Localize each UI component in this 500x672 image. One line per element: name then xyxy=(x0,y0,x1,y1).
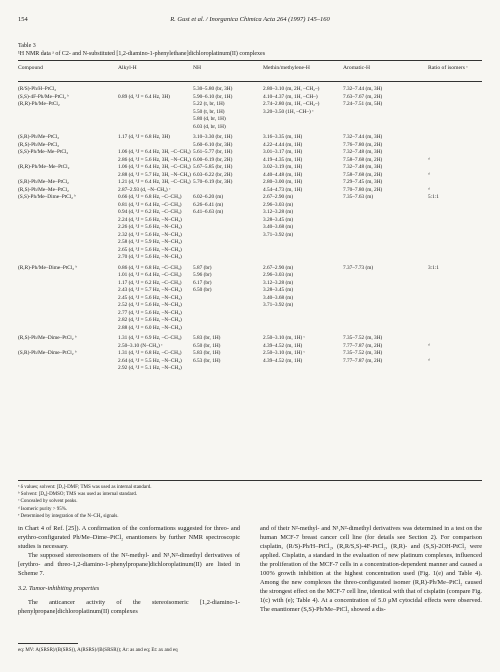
methin-value: 3.01–3.17 (m, 1H) xyxy=(263,149,303,155)
table-top-rule xyxy=(18,60,482,61)
compound-name: (R,S)-Ph/Me–PtCl₂ xyxy=(18,141,60,148)
alkyl-h-value: 2.32 (d, ³J = 5.6 Hz, –N–CH₃) xyxy=(118,231,182,238)
nh-value: 6.03–6.22 (br, 2H) xyxy=(193,171,233,178)
methin-value: 3.12–3.28 (m) xyxy=(263,209,294,215)
alkyl-h-value: 2.24 (d, ³J = 5.6 Hz, –N–CH₃) xyxy=(118,216,182,223)
footnote-e: ᵉ Determined by integration of the N–CH₃ signals. xyxy=(18,513,119,519)
aromatic-value: 7.76–7.80 (m, 2H) xyxy=(343,141,383,148)
page-header xyxy=(18,16,482,28)
compound-name: (S,S)-4F-Ph/Me–PtCl₂ ᵇ xyxy=(18,93,69,100)
methin-value: 3.02–3.19 (m, 1H) xyxy=(263,164,303,170)
table-cell-meth xyxy=(263,265,293,310)
compound-name: (R,R)-Ph/Me–Dime–PtCl₂ ᵇ xyxy=(18,264,78,271)
methin-value: 4.22–4.44 (m, 1H) xyxy=(263,141,303,148)
nh-value: 5.96 (br) xyxy=(193,272,212,278)
aromatic-value: 7.35–7.63 (m) xyxy=(343,194,374,200)
body-left-column xyxy=(18,524,240,616)
alkyl-h-value: 0.86 (d, ³J = 6.8 Hz, –C–CH₃) xyxy=(118,264,182,271)
footnote-a: ᵃ δ values; solvent: [D₇]-DMF; TMS was used as internal standard. xyxy=(18,485,152,490)
alkyl-h-value: 2.77 (d, ³J = 5.6 Hz, –N–CH₃) xyxy=(118,309,182,316)
table-cell-nh xyxy=(193,86,232,131)
table-cell-nh xyxy=(193,265,212,295)
table-cell-meth xyxy=(263,335,305,365)
table-caption-block xyxy=(18,42,265,58)
table-cell-ratio xyxy=(428,134,439,202)
isomer-ratio: ᵈ xyxy=(428,156,430,163)
isomer-ratio xyxy=(428,142,439,150)
equation-rule xyxy=(18,643,78,644)
table-cell-nh xyxy=(193,134,232,217)
aromatic-value: 7.35–7.52 (m, 3H) xyxy=(343,335,383,341)
section-heading: 3.2. Tumor-inhibiting properties xyxy=(18,585,100,592)
alkyl-h-value xyxy=(118,86,170,94)
table-header-rule xyxy=(18,81,482,82)
methin-value: 3.28–3.45 (m) xyxy=(263,287,294,293)
nh-value: 6.41–6.63 (m) xyxy=(193,209,224,215)
aromatic-value: 7.37–7.73 (m) xyxy=(343,264,374,271)
methin-value: 2.80–3.10 (m, 2H, –CH₂–) xyxy=(263,86,320,92)
methin-value: 2.50–3.10 (m, 1H) ᶜ xyxy=(263,335,305,341)
table-cell-alkyl xyxy=(118,134,191,262)
col-header-ratio: Ratio of isomers ᶜ xyxy=(428,65,468,71)
nh-value: 6.50 (br) xyxy=(193,287,212,293)
table-cell-compound xyxy=(18,265,77,273)
page-number: 154 xyxy=(18,16,28,23)
nh-value: 3.10–3.30 (br, 1H) xyxy=(193,134,233,140)
nh-value: 5.83 (br, 1H) xyxy=(193,350,221,356)
nh-value: 5.83 (br, 1H) xyxy=(193,335,221,341)
aromatic-value: 7.29–7.45 (m, 3H) xyxy=(343,179,383,185)
methin-value: 3.20–3.50 (1H, –CH–) ᶜ xyxy=(263,108,314,115)
alkyl-h-value xyxy=(118,142,191,150)
compound-name: (S,R)-Ph/Me–Me–PtCl₂ xyxy=(18,179,69,185)
isomer-ratio: 5:1:1 xyxy=(428,194,439,200)
journal-running-head: R. Gust et al. / Inorganica Chimica Acta 264 (1997) 145–160 xyxy=(170,16,330,23)
table-footnotes xyxy=(18,484,152,520)
compound-name xyxy=(18,343,77,351)
table-cell-aro xyxy=(343,265,373,273)
alkyl-h-value: 2.92 (d, ³J = 5.1 Hz, –N–CH₃) xyxy=(118,365,182,371)
methin-value: 3.12–3.28 (m) xyxy=(263,279,294,286)
aromatic-value: 7.24–7.51 (m, 5H) xyxy=(343,101,383,107)
isomer-ratio: ᵈ xyxy=(428,357,430,364)
alkyl-h-value: 2.65 (d, ³J = 5.6 Hz, –N–CH₃) xyxy=(118,246,182,253)
table-cell-meth xyxy=(263,86,319,116)
methin-value: 4.54–4.73 (m, 1H) xyxy=(263,186,303,193)
alkyl-h-value: 2.58 (d, ³J = 5.9 Hz, –N–CH₃) xyxy=(118,239,182,245)
col-header-aromatic: Aromatic-H xyxy=(343,65,371,71)
methin-value: 2.67–2.90 (m) xyxy=(263,264,294,271)
methin-value: 4.40–4.48 (m, 1H) xyxy=(263,171,303,178)
table-row xyxy=(18,86,482,134)
methin-value: 3.40–3.68 (m) xyxy=(263,224,294,230)
methin-value: 2.96–3.03 (m) xyxy=(263,201,294,208)
aromatic-value: 7.32–7.48 (m, 3H) xyxy=(343,164,383,170)
nh-value xyxy=(193,187,232,195)
nh-value: 5.50 (t, br, 1H) xyxy=(193,108,225,115)
compound-name: (S,S)-Ph/Me–Dime–PtCl₂ ᵇ xyxy=(18,194,76,200)
table-row xyxy=(18,134,482,265)
nh-value: 5.70–6.19 (br, 3H) xyxy=(193,179,233,185)
alkyl-h-value: 2.70 (d, ³J = 5.6 Hz, –N–CH₃) xyxy=(118,254,182,260)
isomer-ratio: 3:1:1 xyxy=(428,264,439,271)
table-cell-ratio xyxy=(428,335,430,365)
alkyl-h-value: 0.81 (d, ³J = 6.4 Hz, –C–CH₃) xyxy=(118,201,182,208)
aromatic-value: 7.32–7.44 (m, 3H) xyxy=(343,86,383,92)
table-cell-nh xyxy=(193,335,220,365)
compound-name: (R,R)-Ph/Me–Me–PtCl₂ xyxy=(18,164,70,170)
compound-name: (R,S)-Ph/Me–Dime–PtCl₂ ᵇ xyxy=(18,335,77,341)
nh-value: 6.50 (br, 1H) xyxy=(193,342,221,349)
nh-value: 5.80 (d, br, 1H) xyxy=(193,116,226,122)
nh-value: 6.03 (d, br, 1H) xyxy=(193,123,226,130)
table-cell-aro xyxy=(343,335,382,365)
alkyl-h-value: 2.26 (d, ³J = 5.6 Hz, –N–CH₃) xyxy=(118,224,182,230)
paragraph: The anticancer activity of the stereoisomeric [1,2-diamino-1-phenylpropane]dichloroplatinum(II) complexes xyxy=(18,599,240,615)
table-caption: ¹H NMR data ᵃ of C2- and N-substituted [1,2-diamino-1-phenylethane]dichloroplatinum(II) complexes xyxy=(18,51,266,57)
aromatic-value: 7.32–7.48 (m, 3H) xyxy=(343,149,383,155)
isomer-ratio xyxy=(428,335,430,343)
methin-value: 3.71–3.92 (m) xyxy=(263,231,294,238)
table-cell-meth xyxy=(263,134,302,239)
body-right-column xyxy=(260,524,482,614)
isomer-ratio xyxy=(428,164,439,172)
alkyl-h-value: 1.06 (d, ³J = 6.4 Hz, 3H, –C–CH₃) xyxy=(118,149,191,155)
aromatic-value: 7.70–7.80 (m, 2H) xyxy=(343,186,383,193)
alkyl-h-value: 1.21 (d, ³J = 6.4 Hz, 3H, –C–CH₃) xyxy=(118,179,191,185)
table-cell-alkyl xyxy=(118,335,182,373)
methin-value: 4.39–4.52 (m, 1H) xyxy=(263,357,303,364)
footnote-c: ᶜ Concealed by solvent peaks. xyxy=(18,499,78,505)
compound-name: (R/S)-Ph/H–PtCl₂ xyxy=(18,86,57,92)
isomer-ratio: ᵈ xyxy=(428,171,430,178)
aromatic-value: 7.58–7.68 (m, 2H) xyxy=(343,171,383,178)
methin-value: 4.19–4.35 (m, 1H) xyxy=(263,156,303,163)
footnote-b: ᵇ Solvent: [D₆]-DMSO; TMS was used as internal standard. xyxy=(18,492,138,498)
alkyl-h-value: 2.88 (d, ³J = 6.0 Hz, –N–CH₃) xyxy=(118,324,182,331)
isomer-ratio xyxy=(428,149,439,157)
compound-name xyxy=(18,172,76,180)
methin-value: 3.71–3.92 (m) xyxy=(263,302,294,308)
col-header-alkyl: Alkyl-H xyxy=(118,65,137,71)
alkyl-h-value: 0.66 (d, ³J = 6.8 Hz, –C–CH₃) xyxy=(118,194,182,200)
methin-value: 2.67–2.90 (m) xyxy=(263,194,294,200)
col-header-methin: Methin/methylene-H xyxy=(263,65,310,71)
isomer-ratio xyxy=(428,350,430,358)
aromatic-value: 7.63–7.67 (m, 2H) xyxy=(343,93,383,100)
table-label: Table 3 xyxy=(18,43,36,49)
methin-value: 2.80–3.00 (m, 1H) xyxy=(263,179,303,185)
alkyl-h-value: 2.88 (d, ³J = 5.7 Hz, 3H, –N–CH₃) xyxy=(118,171,191,178)
alkyl-h-value: 1.17 (d, ³J = 6.8 Hz, 3H) xyxy=(118,134,170,140)
table-row xyxy=(18,265,482,336)
paragraph: The supposed stereoisomers of the N²-methyl- and N¹,N²-dimethyl derivatives of [erythro- and threo-1,2-diamino-1-phenylpropane]dichloroplatinum(II) are listed in Scheme 7. xyxy=(18,552,240,577)
alkyl-h-value: 1.17 (d, ³J = 6.2 Hz, –C–CH₃) xyxy=(118,279,182,286)
alkyl-h-value: 1.06 (d, ³J = 6.4 Hz, 3H, –C–CH₃) xyxy=(118,164,191,170)
nh-value: 5.67–5.85 (br, 1H) xyxy=(193,164,233,170)
methin-value: 2.96–3.03 (m) xyxy=(263,272,294,278)
isomer-ratio xyxy=(428,179,439,187)
alkyl-h-value: 1.31 (d, ³J = 6.8 Hz, –C–CH₃) xyxy=(118,350,182,356)
alkyl-h-value: 0.94 (d, ³J = 6.2 Hz, –C–CH₃) xyxy=(118,209,182,215)
nh-value: 5.61–5.77 (br, 1H) xyxy=(193,149,233,155)
alkyl-h-value: 1.31 (d, ³J = 6.9 Hz, –C–CH₃) xyxy=(118,335,182,341)
nh-value: 5.30–5.80 (br, 3H) xyxy=(193,86,233,92)
aromatic-value: 7.77–7.87 (m, 2H) xyxy=(343,342,383,349)
aromatic-value: 7.58–7.68 (m, 2H) xyxy=(343,156,383,163)
methin-value: 2.74–2.80 (m, 1H, –CH₂–) xyxy=(263,101,320,107)
col-header-nh: NH xyxy=(193,65,202,71)
compound-name: (S,R)-Ph/Me–Dime–PtCl₂ ᵇ xyxy=(18,350,77,356)
alkyl-h-value: 1.01 (d, ³J = 6.4 Hz, –C–CH₃) xyxy=(118,272,182,278)
methin-value: 4.39–4.52 (m, 1H) xyxy=(263,342,303,349)
table-cell-alkyl xyxy=(118,86,170,109)
nh-value: 6.26–6.41 (m) xyxy=(193,201,224,208)
alkyl-h-value: 2.43 (d, ³J = 5.7 Hz, –N–CH₃) xyxy=(118,287,182,293)
nmr-data-table xyxy=(18,86,482,376)
table-cell-alkyl xyxy=(118,265,182,333)
nh-value: 6.00–6.19 (br, 2H) xyxy=(193,156,233,163)
nh-value: 5.87 (br) xyxy=(193,264,212,271)
footnote-d: ᵈ Isomeric purity > 95%. xyxy=(18,506,68,512)
nh-value: 5.22 (t, br, 1H) xyxy=(193,101,225,107)
paragraph: and of their N²-methyl- and N¹,N²-dimethyl derivatives was determined in a test on the human MCF-7 breast cancer cell line (for details see Section 2). For comparison cisplatin, (R/S)-Ph/H–PtCl₂, (R,R/S,S)-4F-PtCl₂, (R,R)- and (S,S)-2OH-PtCl₂ were applied. Cisplatin, a standard in the evaluation of new platinum complexes, influenced the proliferation of the MCF-7 cells in a concentration-dependent manner and caused a 100% growth inhibition at the highest concentration used (Fig. 1(e) and Table 4). Among the new complexes the threo-configurated isomer (R,R)-Ph/Me–PtCl₂ caused the strongest effect on the MCF-7 cell line, identical with that of cisplatin (compare Fig. 1(c) with (e); Table 4). At a concentration of 5.0 μM cytocidal effects were observed. The enantiomer (S,S)-Ph/Me–PtCl₂ showed a dis- xyxy=(260,525,482,613)
nh-value: 5.60–6.10 (br, 3H) xyxy=(193,141,233,148)
table-cell-aro xyxy=(343,134,382,202)
compound-name: (R,R)-Ph/Me–PtCl₂ xyxy=(18,101,60,107)
isomer-ratio: ᵈ xyxy=(428,186,430,193)
methin-value: 3.16–3.35 (m, 1H) xyxy=(263,134,303,140)
nh-value: 6.53 (br, 1H) xyxy=(193,357,221,364)
compound-name: (R,S)-Ph/Me–Me–PtCl₂ xyxy=(18,186,69,193)
alkyl-h-value: 2.50–3.10 (N–CH₃) ᶜ xyxy=(118,342,163,349)
isomer-ratio: ᵈ xyxy=(428,342,430,349)
methin-value: 3.28–3.45 (m) xyxy=(263,216,294,223)
alkyl-h-value: 2.82 (d, ³J = 5.6 Hz, –N–CH₃) xyxy=(118,317,182,323)
nh-value: 5.90–6.10 (br, 1H) xyxy=(193,93,233,100)
nh-value: 6.02–6.20 (m) xyxy=(193,194,224,200)
compound-name xyxy=(18,157,76,165)
table-cell-compound xyxy=(18,134,76,202)
table-bottom-rule xyxy=(18,480,482,481)
aromatic-value: 7.32–7.44 (m, 3H) xyxy=(343,134,383,140)
alkyl-h-value: 2.64 (d, ³J = 5.5 Hz, –N–CH₃) xyxy=(118,357,182,364)
table-cell-aro xyxy=(343,86,382,109)
methin-value: 2.50–3.10 (m, 1H) ᶜ xyxy=(263,350,305,356)
paragraph: in Chart 4 of Ref. [25]). A confirmation of the conformations suggested for threo- and erythro-configurated Ph/Me–Dime–PtCl₂ enantiomers by further NMR spectroscopic studies is necessary. xyxy=(18,525,240,550)
aromatic-value: 7.35–7.52 (m, 3H) xyxy=(343,350,383,356)
compound-name: (S,S)-Ph/Me–Me–PtCl₂ xyxy=(18,149,69,155)
aromatic-value: 7.77–7.87 (m, 2H) xyxy=(343,357,383,364)
equation-note: eq: MV: A(SRSR)/(B(SRS)), A(RSRS)/(B(SRSR)); Ar: as and eq; Et: ax and eq xyxy=(18,648,178,653)
nh-value: 6.17 (br) xyxy=(193,279,212,286)
table-cell-compound xyxy=(18,86,69,109)
alkyl-h-value: 0.89 (d, ³J = 6.4 Hz, 3H) xyxy=(118,93,170,100)
methin-value: 3.40–3.68 (m) xyxy=(263,294,294,301)
compound-name: (S,R)-Ph/Me–PtCl₂ xyxy=(18,134,60,140)
alkyl-h-value: 2.87–2.93 (d, –N–CH₃) ᶜ xyxy=(118,186,171,193)
methin-value: 4.10–4.37 (m, 1H, –CH–) xyxy=(263,93,318,100)
table-cell-ratio xyxy=(428,265,439,273)
alkyl-h-value xyxy=(118,101,170,109)
table-row xyxy=(18,335,482,376)
alkyl-h-value: 2.86 (d, ³J = 5.6 Hz, 3H, –N–CH₃) xyxy=(118,156,191,163)
isomer-ratio xyxy=(428,134,439,142)
alkyl-h-value: 2.52 (d, ³J = 5.6 Hz, –N–CH₃) xyxy=(118,302,182,308)
table-cell-compound xyxy=(18,335,77,358)
alkyl-h-value: 2.45 (d, ³J = 5.6 Hz, –N–CH₃) xyxy=(118,294,182,301)
col-header-compound: Compound xyxy=(18,65,43,71)
